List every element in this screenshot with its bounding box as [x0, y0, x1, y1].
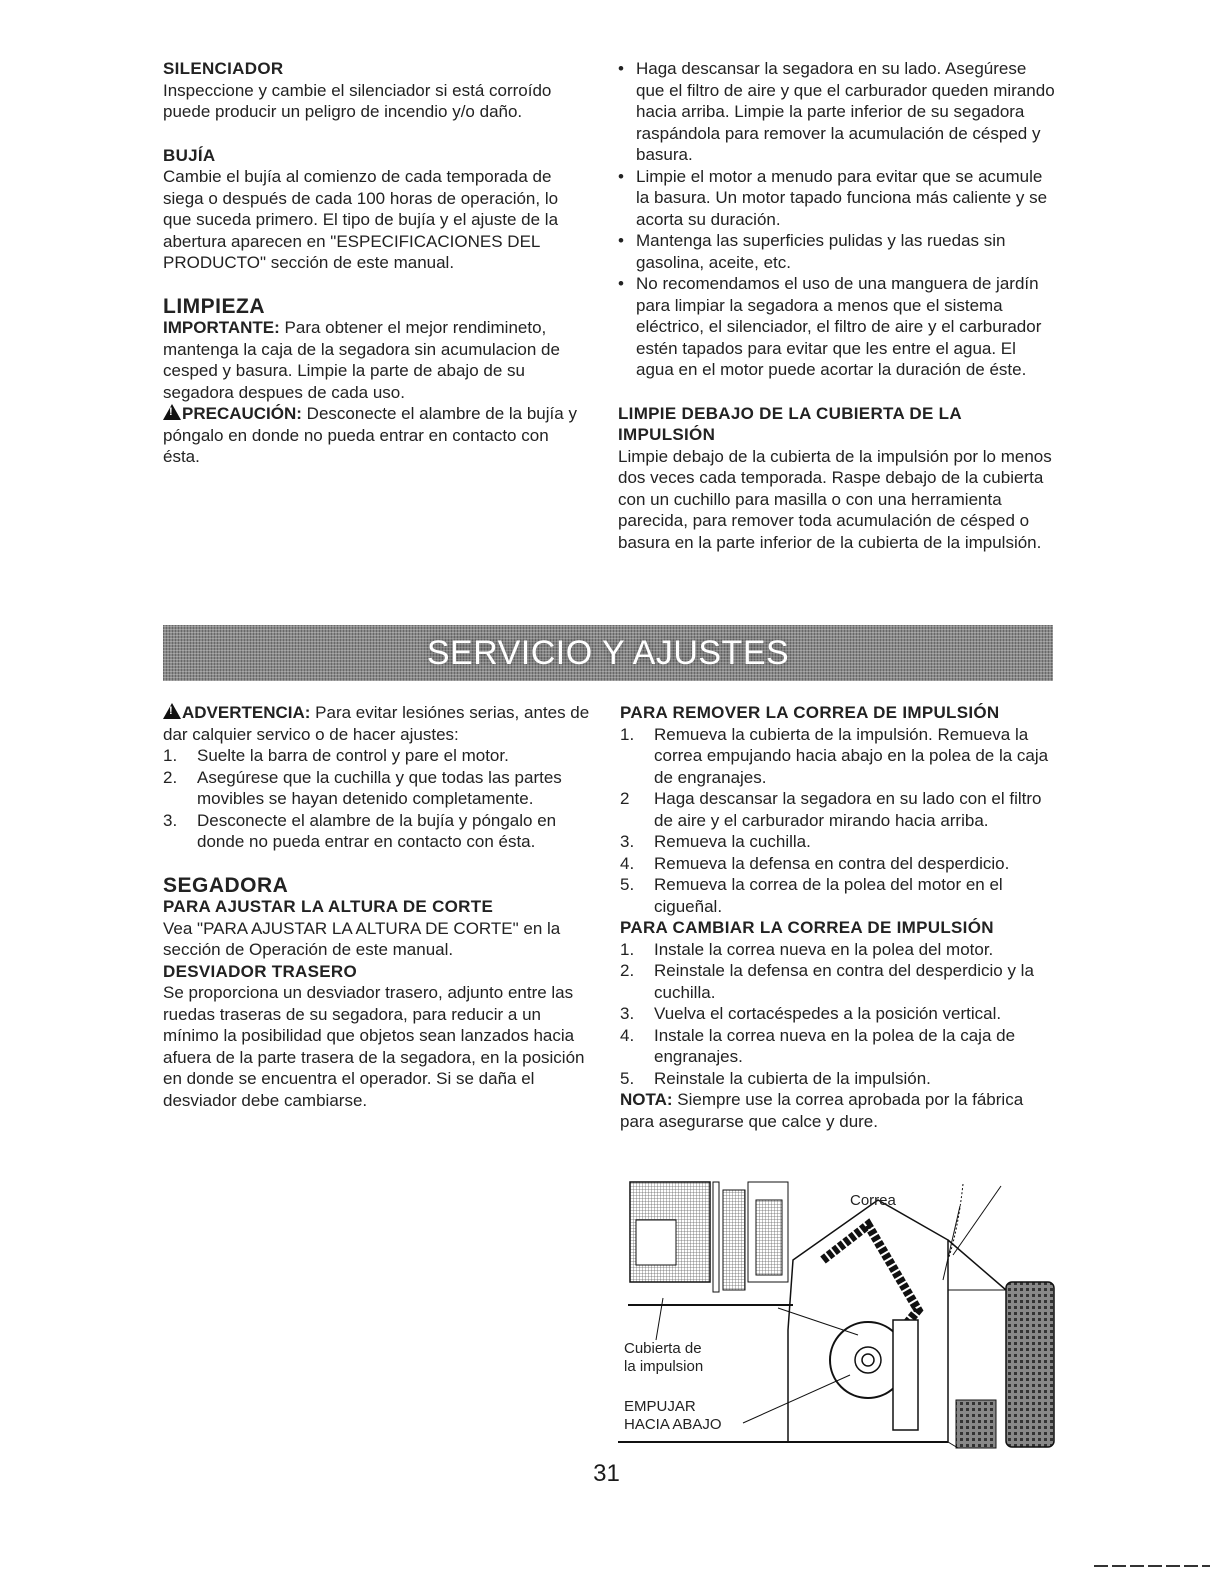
- step-text: Suelte la barra de control y pare el motor.: [197, 746, 509, 765]
- step-text: Desconecte el alambre de la bujía y póngalo en donde no pueda entrar en contacto con ésta.: [197, 810, 557, 851]
- step-text: Asegúrese que la cuchilla y que todas las partes movibles se hayan detenido completamente.: [197, 767, 562, 808]
- advertencia-steps: [163, 745, 593, 853]
- step-number: 5.: [620, 875, 635, 894]
- step-text: Remueva la defensa en contra del desperdicio.: [654, 853, 1010, 873]
- list-item: [163, 810, 593, 853]
- step-text: Remueva la cuchilla.: [654, 832, 811, 851]
- list-item: [620, 831, 1060, 853]
- step-text: Reinstale la defensa en contra del desperdicio y la cuchilla.: [654, 961, 1034, 1002]
- page-number: 31: [593, 1460, 620, 1487]
- rear-wheel: [1006, 1282, 1054, 1447]
- advertencia-label: ADVERTENCIA:: [182, 703, 311, 722]
- step-number: 1.: [163, 746, 178, 765]
- cubierta-label: [624, 1340, 703, 1376]
- list-item: [163, 767, 593, 810]
- right-top-column: [618, 58, 1058, 553]
- importante-paragraph: [163, 317, 583, 403]
- list-item: [163, 745, 593, 767]
- list-item: [620, 1025, 1060, 1068]
- bujia-heading: BUJÍA: [163, 145, 216, 165]
- step-text: Remueva la cubierta de la impulsión. Remueva la correa empujando hacia abajo en la polea de la caja de engranajes.: [654, 724, 1049, 787]
- precaucion-label: PRECAUCIÓN:: [182, 404, 302, 423]
- list-item: [620, 1068, 1060, 1090]
- importante-label: IMPORTANTE:: [163, 318, 280, 337]
- list-item: [620, 939, 1060, 961]
- empujar-label-line2: HACIA ABAJO: [624, 1416, 722, 1433]
- cubierta-label-line1: Cubierta de: [624, 1340, 702, 1357]
- step-number: 2.: [620, 961, 635, 980]
- bujia-body: Cambie el bujía al comienzo de cada temporada de siega o después de cada 100 horas de operación, lo que suceda primero. El tipo de bujía y el ajuste de la abertura aparecen en "ESPECIFICACIONES DEL PRODUCTO" sección de este manual.: [163, 167, 559, 272]
- step-number: 2: [620, 789, 630, 808]
- list-item: [620, 788, 1060, 831]
- step-number: 2.: [163, 767, 178, 787]
- nota-paragraph: [620, 1089, 1060, 1132]
- list-item: • Haga descansar la segadora en su lado. Asegúrese que el filtro de aire y que el carburador queden mirando hacia arriba. Limpie la parte inferior de su segadora raspándola para remover la acumulación de césped y basura.: [618, 58, 1058, 166]
- step-number: 1.: [620, 724, 635, 744]
- step-text: Remueva la correa de la polea del motor en el cigueñal.: [654, 875, 1003, 916]
- step-text: Instale la correa nueva en la polea de la caja de engranajes.: [654, 1025, 1016, 1066]
- step-number: 3.: [620, 1004, 635, 1023]
- right-bottom-column: [620, 702, 1060, 1132]
- advertencia-paragraph: [163, 702, 593, 745]
- step-number: 4.: [620, 1025, 635, 1045]
- importante-text: Para obtener el mejor rendimineto, mantenga la caja de la segadora sin acumulacion de cesped y basura. Limpie la parte de abajo de su segadora despues de cada uso.: [163, 318, 560, 402]
- step-number: 5.: [620, 1068, 635, 1088]
- limpie-debajo-body: Limpie debajo de la cubierta de la impulsión por lo menos dos veces cada temporada. Raspe debajo de la cubierta con un cuchillo para masilla o con una herramienta parecida, para remover toda acumulación de césped o basura en la parte inferior de la cubierta de la impulsión.: [618, 446, 1052, 552]
- cambiar-heading: PARA CAMBIAR LA CORREA DE IMPULSIÓN: [620, 918, 994, 937]
- nota-label: NOTA:: [620, 1090, 673, 1109]
- engine-panel: [636, 1220, 676, 1265]
- list-item: • Limpie el motor a menudo para evitar que se acumule la basura. Un motor tapado funciona más caliente y se acorta su duración.: [618, 166, 1058, 231]
- cleaning-bullet-list: [618, 58, 1058, 381]
- segadora-heading: SEGADORA: [163, 873, 289, 897]
- step-number: 3.: [620, 832, 635, 851]
- limpieza-heading: LIMPIEZA: [163, 294, 265, 318]
- warning-icon: [163, 404, 181, 420]
- limpie-debajo-heading: LIMPIE DEBAJO DE LA CUBIERTA DE LA IMPULSIÓN: [618, 403, 962, 444]
- list-item: [620, 960, 1060, 1003]
- advertencia-text: Para evitar lesiónes serias, antes de dar calquier servico o de hacer ajustes:: [163, 703, 590, 744]
- precaucion-paragraph: [163, 403, 583, 468]
- cambiar-steps: [620, 939, 1060, 1090]
- section-banner: [163, 625, 1053, 681]
- warning-icon: [163, 703, 181, 719]
- nota-text: Siempre use la correa aprobada por la fábrica para asegurarse que calce y dure.: [620, 1090, 1024, 1131]
- left-bottom-column: [163, 702, 593, 1111]
- step-number: 3.: [163, 810, 178, 830]
- silenciador-heading: SILENCIADOR: [163, 59, 284, 78]
- empujar-label: [624, 1398, 722, 1434]
- list-item: • Mantenga las superficies pulidas y las ruedas sin gasolina, aceite, etc.: [618, 230, 1058, 273]
- step-text: Reinstale la cubierta de la impulsión.: [654, 1068, 931, 1088]
- correa-leader: [943, 1206, 960, 1280]
- step-text: Instale la correa nueva en la polea del motor.: [654, 939, 994, 959]
- list-item: [620, 874, 1060, 917]
- remover-steps: [620, 724, 1060, 918]
- list-item: [620, 724, 1060, 789]
- correa-label: Correa: [850, 1192, 896, 1209]
- footer-mark: [1094, 1565, 1210, 1567]
- step-number: 1.: [620, 939, 635, 959]
- left-top-column: [163, 58, 583, 468]
- remover-heading: PARA REMOVER LA CORREA DE IMPULSIÓN: [620, 703, 1000, 722]
- step-text: Haga descansar la segadora en su lado con el filtro de aire y el carburador mirando hacia arriba.: [654, 789, 1042, 830]
- empujar-label-line1: EMPUJAR: [624, 1398, 696, 1415]
- step-number: 4.: [620, 853, 635, 873]
- banner-title: SERVICIO Y AJUSTES: [426, 633, 790, 672]
- silenciador-body: Inspeccione y cambie el silenciador si está corroído puede producir un peligro de incendio y/o daño.: [163, 80, 552, 121]
- altura-body: Vea "PARA AJUSTAR LA ALTURA DE CORTE" en la sección de Operación de este manual.: [163, 918, 561, 959]
- list-item: • No recomendamos el uso de una manguera de jardín para limpiar la segadora a menos que el sistema eléctrico, el silenciador, el filtro de aire y el carburador estén tapados para evitar que les entre el agua. El agua en el motor puede acortar la duración de éste.: [618, 273, 1058, 381]
- list-item: [620, 1003, 1060, 1025]
- list-item: [620, 853, 1060, 875]
- empujar-leader: [743, 1375, 850, 1423]
- altura-heading: PARA AJUSTAR LA ALTURA DE CORTE: [163, 897, 494, 916]
- cubierta-label-line2: la impulsion: [624, 1358, 704, 1375]
- desviador-body: Se proporciona un desviador trasero, adjunto entre las ruedas traseras de su segadora, para reducir a un mínimo la posibilidad que objetos sean lanzados hacia afuera de la parte trasera de la segadora, en la posición en donde se encuentra el operador. Si se daña el desviador debe cambiarse.: [163, 983, 585, 1110]
- desviador-heading: DESVIADOR TRASERO: [163, 961, 358, 981]
- precaucion-text: Desconecte el alambre de la bujía y póngalo en donde no pueda entrar en contacto con ésta.: [163, 404, 577, 466]
- drive-belt-illustration: [618, 1180, 1058, 1452]
- step-text: Vuelva el cortacéspedes a la posición vertical.: [654, 1004, 1002, 1023]
